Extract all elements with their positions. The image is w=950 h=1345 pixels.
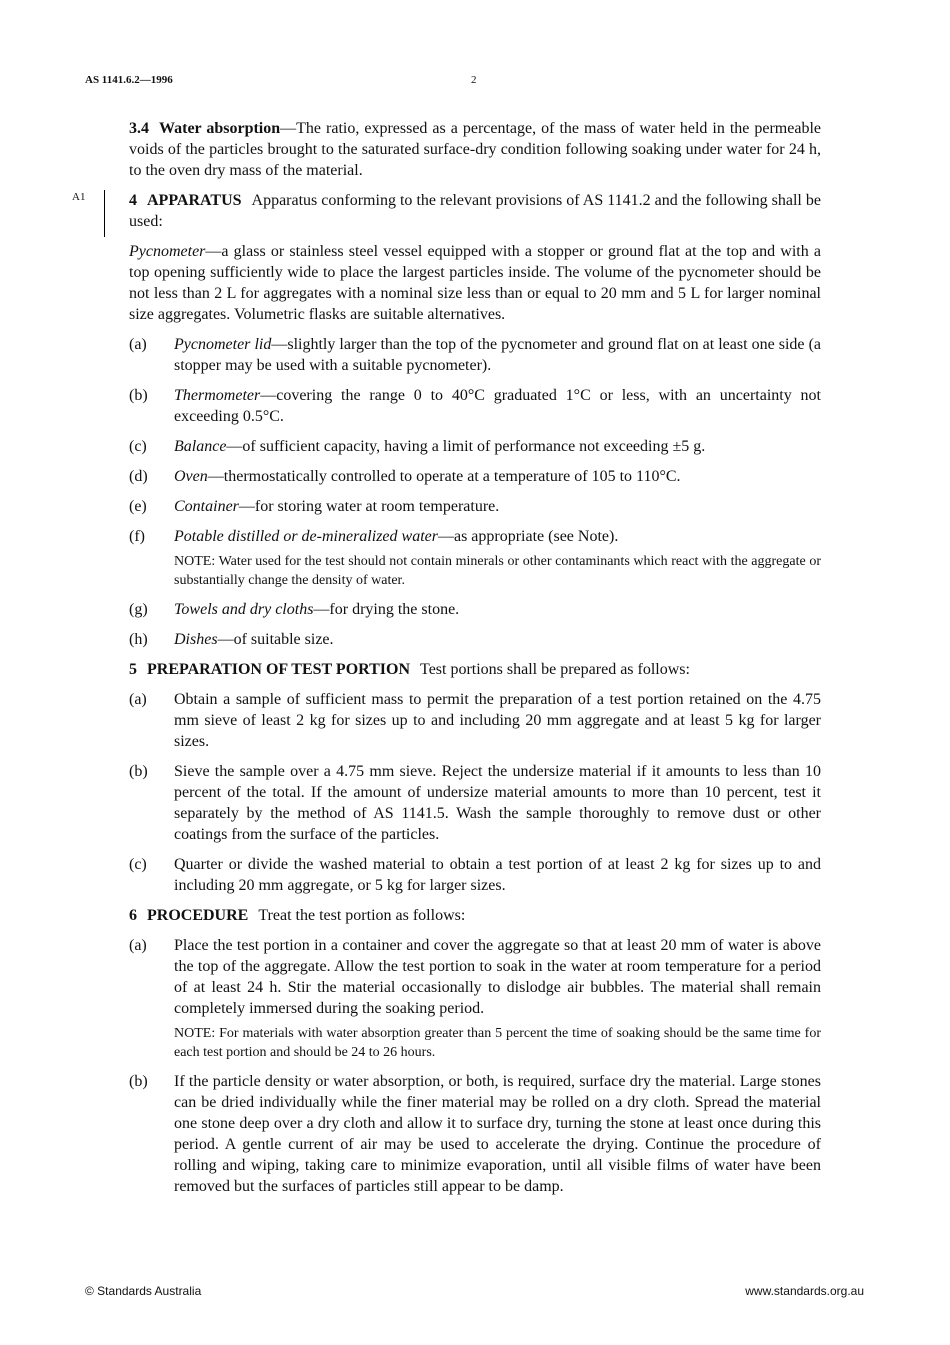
list-item [129, 629, 821, 650]
pycnometer-term: Pycnometer [129, 243, 206, 260]
list-item [129, 334, 821, 376]
item-label: (d) [129, 468, 148, 485]
item-text: —as appropriate (see Note). [437, 528, 619, 545]
section-5-intro: Test portions shall be prepared as follows: [420, 661, 690, 678]
section-4-title: APPARATUS [147, 192, 242, 209]
footer-website-link[interactable]: www.standards.org.au [745, 1284, 864, 1298]
pycnometer-paragraph [129, 241, 821, 325]
item-label: (g) [129, 601, 148, 618]
section-4-number: 4 [129, 192, 137, 209]
item-label: (b) [129, 1073, 148, 1090]
item-text: If the particle density or water absorption, or both, is required, surface dry the material. Large stones can be dried individually while the finer material may be rolled on a dry cloth. Spread the material one stone deep over a dry cloth and allow it to surface dry, turning the stone at least once during this period. A gentle current of air may be used to accelerate the drying. Continue the procedure of rolling and wiping, taking care to minimize evaporation, until all visible films of water have been removed but the surfaces of particles still appear to be damp. [174, 1073, 821, 1195]
item-label: (a) [129, 336, 147, 353]
item-label: (e) [129, 498, 147, 515]
item-text: —covering the range 0 to 40°C graduated 1°C or less, with an uncertainty not exceeding 0.5°C. [174, 387, 821, 425]
section-3-4-number: 3.4 [129, 120, 149, 137]
list-item [129, 854, 821, 896]
section-4-heading [129, 190, 821, 232]
list-item [129, 466, 821, 487]
item-term: Pycnometer lid [174, 336, 272, 353]
section-6-intro: Treat the test portion as follows: [258, 907, 466, 924]
list-item [129, 436, 821, 457]
item-term: Potable distilled or de-mineralized water [174, 528, 438, 545]
item-text: Obtain a sample of sufficient mass to permit the preparation of a test portion retained on the 4.75 mm sieve of least 2 kg for sizes up to and including 20 mm aggregate and at least 5 kg for larger sizes. [174, 691, 821, 750]
item-text: —of sufficient capacity, having a limit of performance not exceeding ±5 g. [226, 438, 706, 455]
item-label: (b) [129, 387, 148, 404]
footer-copyright: © Standards Australia [85, 1284, 202, 1298]
change-bar [104, 190, 105, 237]
item-label: (a) [129, 691, 147, 708]
section-5-heading [129, 659, 821, 680]
item-term: Towels and dry cloths [174, 601, 314, 618]
section-6-number: 6 [129, 907, 137, 924]
amendment-mark: A1 [72, 191, 86, 203]
item-text: —of suitable size. [217, 631, 334, 648]
item-term: Oven [174, 468, 208, 485]
item-text: —for storing water at room temperature. [238, 498, 500, 515]
item-label: (b) [129, 763, 148, 780]
note-soaking: NOTE: For materials with water absorption greater than 5 percent the time of soaking should be the same time for each test portion and should be 24 to 26 hours. [174, 1026, 821, 1060]
item-label: (c) [129, 438, 147, 455]
section-3-4 [129, 118, 821, 181]
item-text: Sieve the sample over a 4.75 mm sieve. Reject the undersize material if it amounts to less than 10 percent of the total. If the amount of undersize material amounts to more than 10 percent, test it separately by the method of AS 1141.5. Wash the sample thoroughly to remove dust or other coatings from the surface of the particles. [174, 763, 821, 843]
item-label: (f) [129, 528, 145, 545]
section-5-number: 5 [129, 661, 137, 678]
item-term: Container [174, 498, 239, 515]
item-text: —thermostatically controlled to operate at a temperature of 105 to 110°C. [207, 468, 681, 485]
list-item [129, 496, 821, 517]
item-term: Dishes [174, 631, 218, 648]
section-5-title: PREPARATION OF TEST PORTION [147, 661, 411, 678]
section-3-4-text: —The ratio, expressed as a percentage, of the mass of water held in the permeable voids of the particles brought to the saturated surface-dry condition following soaking under water for 24 h, to the oven dry mass of the material. [129, 120, 822, 179]
page-header-doc-id: AS 1141.6.2—1996 [85, 74, 173, 86]
item-term: Balance [174, 438, 227, 455]
section-6-title: PROCEDURE [147, 907, 249, 924]
item-term: Thermometer [174, 387, 261, 404]
list-item [129, 689, 821, 752]
list-item [129, 385, 821, 427]
item-label: (c) [129, 856, 147, 873]
page-number: 2 [471, 74, 477, 86]
list-item [129, 935, 821, 1019]
list-item [129, 761, 821, 845]
item-text: —for drying the stone. [313, 601, 460, 618]
note-water: NOTE: Water used for the test should not contain minerals or other contaminants which react with the aggregate or substantially change the density of water. [174, 554, 821, 588]
item-text: Quarter or divide the washed material to obtain a test portion of at least 2 kg for sizes up to and including 20 mm aggregate, or 5 kg for larger sizes. [174, 856, 821, 894]
item-text: —slightly larger than the top of the pycnometer and ground flat on at least one side (a stopper may be used with a suitable pycnometer). [174, 336, 822, 374]
list-item [129, 1071, 821, 1197]
list-item [129, 526, 821, 547]
section-6-heading [129, 905, 821, 926]
section-3-4-title: Water absorption [159, 120, 281, 137]
page-body [129, 118, 821, 1197]
item-text: Place the test portion in a container and cover the aggregate so that at least 20 mm of water is above the top of the aggregate. Allow the test portion to soak in the water at room temperature for a period of at least 24 h. Stir the material occasionally to dislodge air bubbles. The material shall remain completely immersed during the soaking period. [174, 937, 821, 1017]
item-label: (a) [129, 937, 147, 954]
list-item [129, 599, 821, 620]
item-label: (h) [129, 631, 148, 648]
section-4-intro: Apparatus conforming to the relevant provisions of AS 1141.2 and the following shall be used: [129, 192, 821, 230]
pycnometer-text: —a glass or stainless steel vessel equipped with a stopper or ground flat at the top and with a top opening sufficiently wide to place the largest particles inside. The volume of the pycnometer should be not less than 2 L for aggregates with a nominal size less than or equal to 20 mm and 5 L for larger nominal size aggregates. Volumetric flasks are suitable alternatives. [129, 243, 821, 323]
